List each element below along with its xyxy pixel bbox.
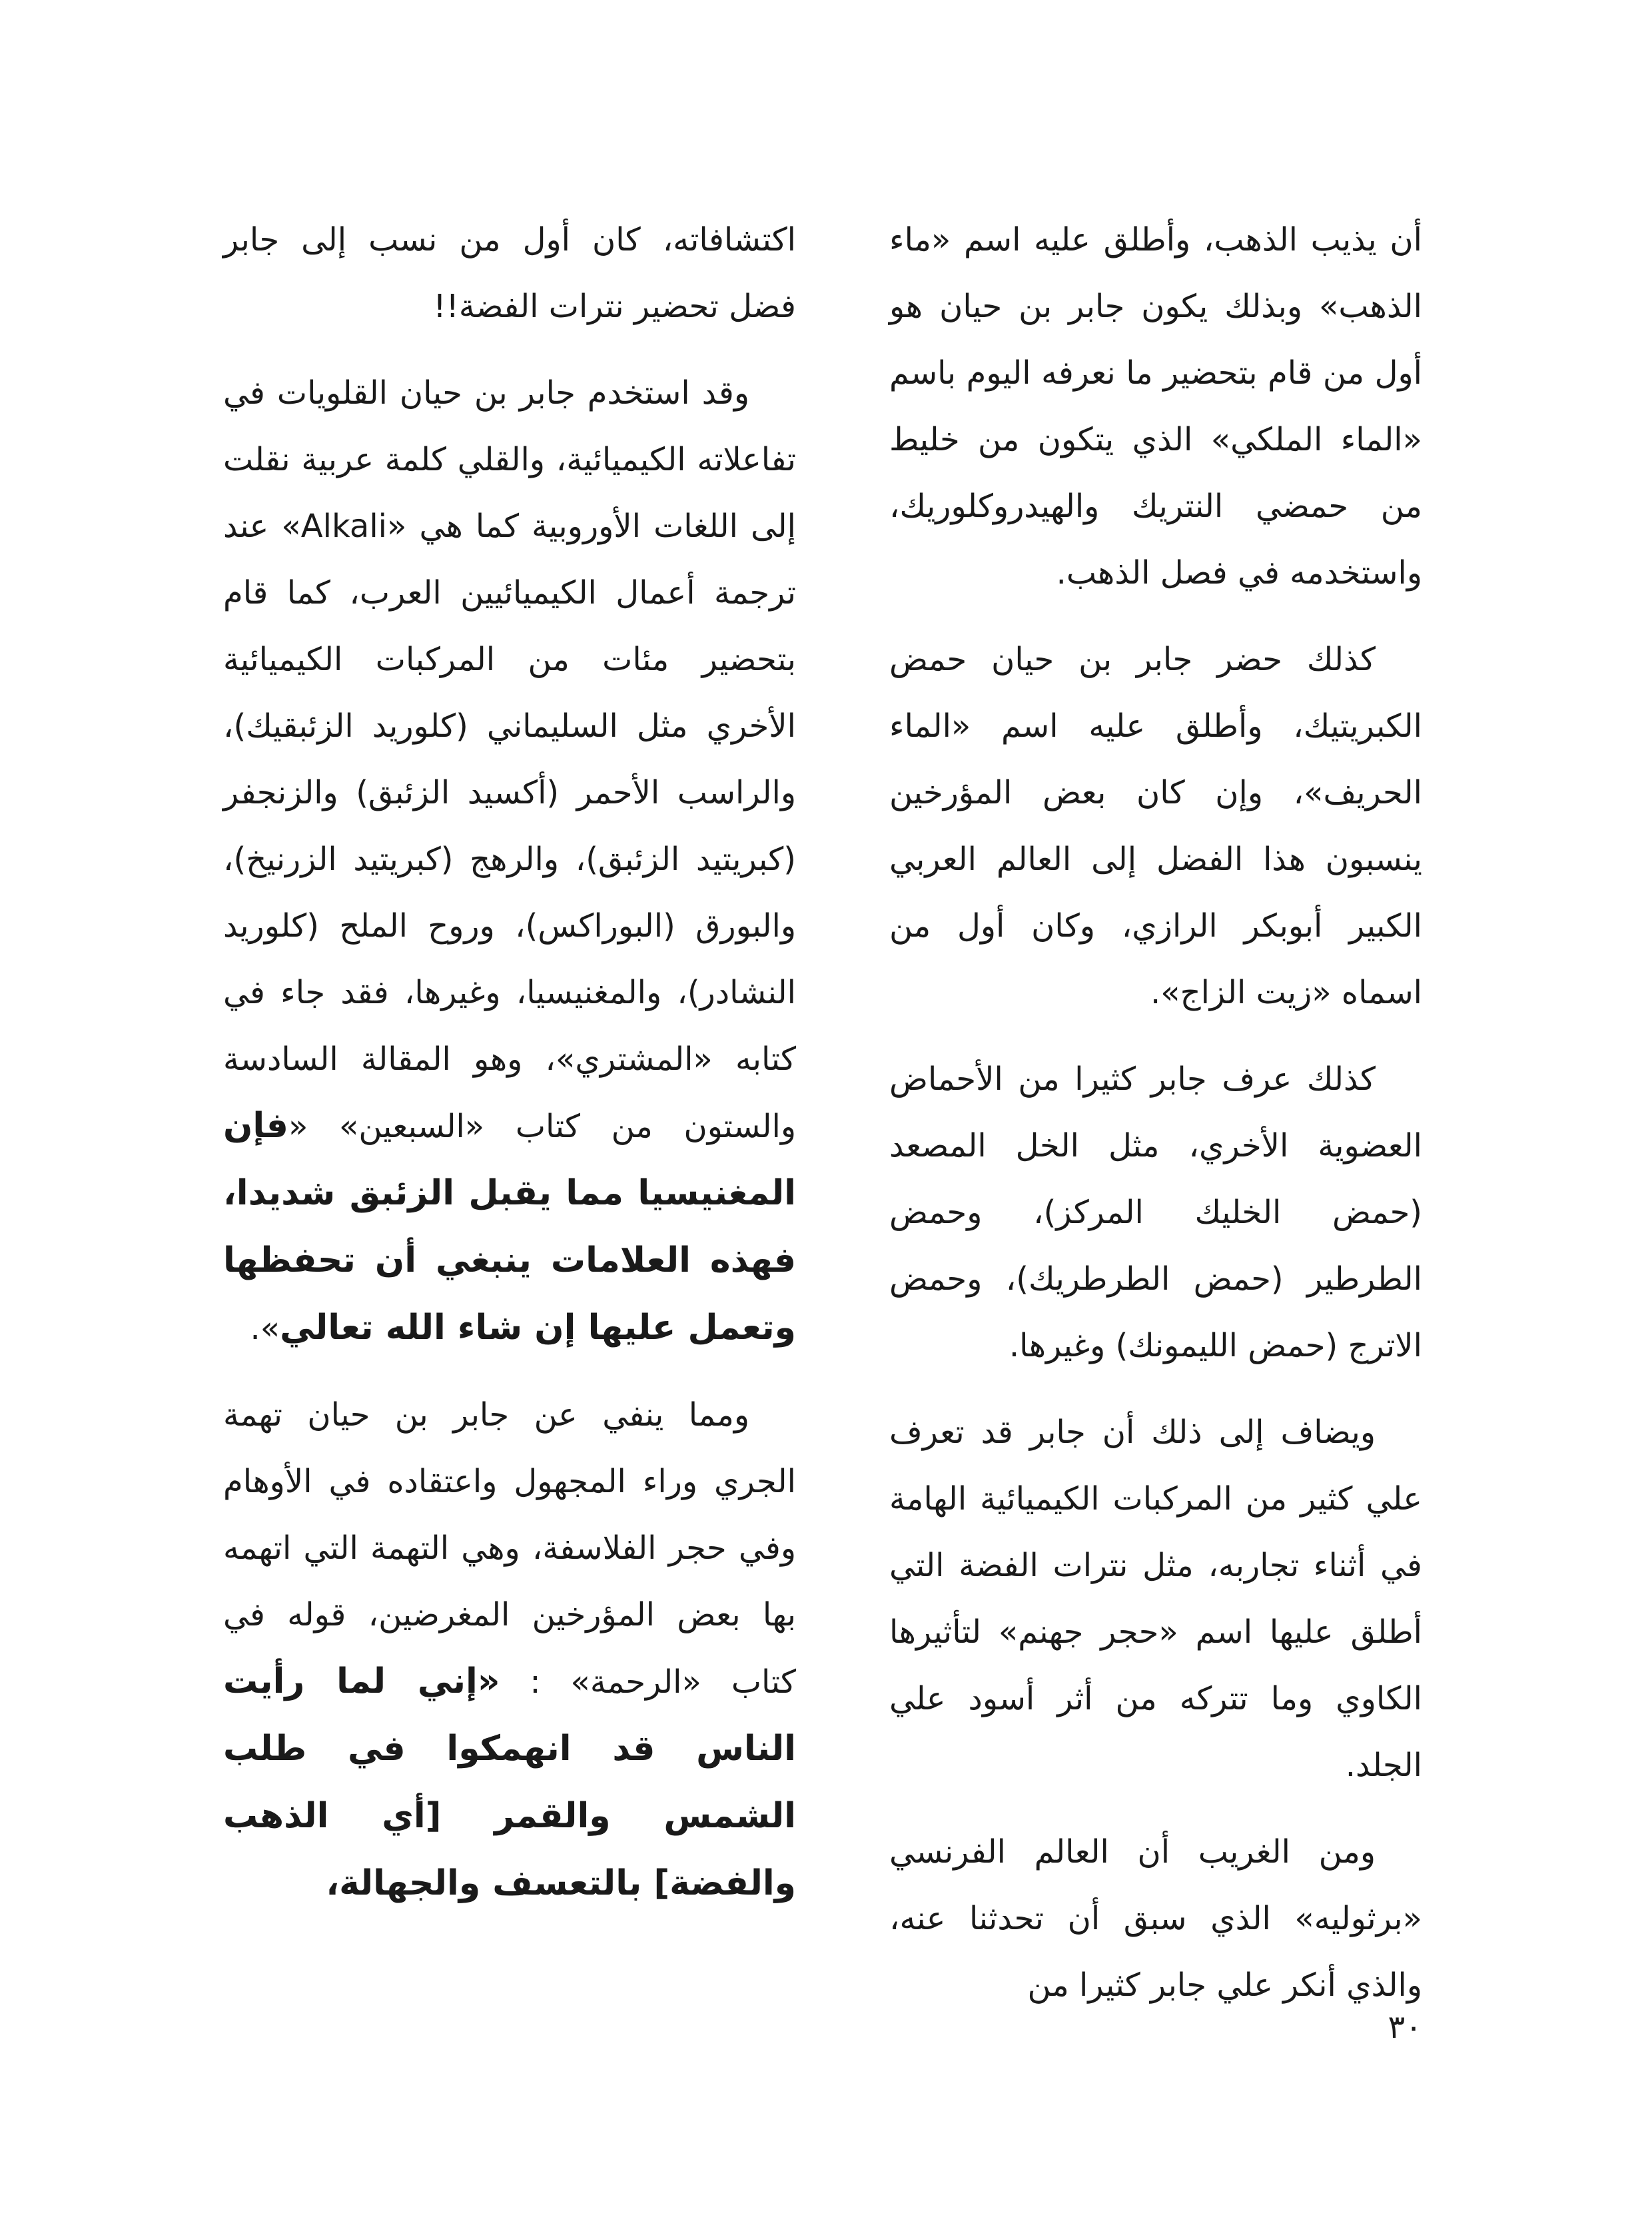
page-number: ٣٠ bbox=[1388, 2009, 1422, 2046]
left-text-column bbox=[223, 207, 796, 1937]
paragraph-discoveries: اكتشافاته، كان أول من نسب إلى جابر فضل تحضير نترات الفضة!! bbox=[223, 221, 796, 325]
quote-close: ». bbox=[250, 1310, 280, 1347]
mercy-book-text: ومما ينفي عن جابر بن حيان تهمة الجري وراء المجهول واعتقاده في الأوهام وفي حجر الفلاسفة، وهي التهمة التي اتهمه بها بعض المؤرخين المغرضين، قوله في كتاب «الرحمة» : bbox=[223, 1396, 796, 1701]
right-text-column bbox=[889, 207, 1422, 2038]
alkalis-text: وقد استخدم جابر بن حيان القلويات في تفاعلاته الكيميائية، والقلي كلمة عربية نقلت إلى اللغات الأوروبية كما هي «Alkali» عند ترجمة أعمال الكيميائيين العرب، كما قام بتحضير مئات من المركبات الكيميائية الأخري مثل السليماني (كلوريد الزئبقيك)، والراسب الأحمر (أكسيد الزئبق) والزنجفر (كبريتيد الزئبق)، والرهج (كبريتيد الزرنيخ)، والبورق (البوراكس)، وروح الملح (كلوريد النشادر)، والمغنيسيا، وغيرها، فقد جاء في كتابه «المشتري»، وهو المقالة السادسة والستون من كتاب «السبعين» « bbox=[223, 374, 796, 1145]
paragraph-sulfuric-acid: كذلك حضر جابر بن حيان حمض الكبريتيك، وأطلق عليه اسم «الماء الحريف»، وإن كان بعض المؤرخين ينسبون هذا الفضل إلى العالم العربي الكبير أبوبكر الرازي، وكان أول من اسماه «زيت الزاج». bbox=[889, 641, 1422, 1011]
paragraph-mercy-book bbox=[223, 1382, 796, 1917]
paragraph-aqua-regia: أن يذيب الذهب، وأطلق عليه اسم «ماء الذهب» وبذلك يكون جابر بن حيان هو أول من قام بتحضير ما نعرفه اليوم باسم «الماء الملكي» الذي يتكون من خليط من حمضي النتريك والهيدروكلوريك، واستخدمه في فصل الذهب. bbox=[889, 221, 1422, 592]
paragraph-silver-nitrate: ويضاف إلى ذلك أن جابر قد تعرف علي كثير من المركبات الكيميائية الهامة في أثناء تجاربه، مثل نترات الفضة التي أطلق عليها اسم «حجر جهنم» لتأثيرها الكاوي وما تتركه من أثر أسود علي الجلد. bbox=[889, 1414, 1422, 1784]
mercy-book-quote: «إني لما رأيت الناس قد انهمكوا في طلب الشمس والقمر [أي الذهب والفضة] بالتعسف والجهالة، bbox=[223, 1661, 796, 1903]
paragraph-organic-acids: كذلك عرف جابر كثيرا من الأحماض العضوية الأخري، مثل الخل المصعد (حمض الخليك المركز)، وحمض الطرطير (حمض الطرطريك)، وحمض الاترج (حمض الليمونك) وغيرها. bbox=[889, 1061, 1422, 1364]
paragraph-berthollet: ومن الغريب أن العالم الفرنسي «برثوليه» الذي سبق أن تحدثنا عنه، والذي أنكر علي جابر كثيرا من bbox=[889, 1833, 1422, 2004]
magnesia-quote: فإن المغنيسيا مما يقبل الزئبق شديدا، فهذه العلامات ينبغي أن تحفظها وتعمل عليها إن شاء الله تعالي bbox=[223, 1106, 796, 1348]
paragraph-alkalis bbox=[223, 360, 796, 1362]
